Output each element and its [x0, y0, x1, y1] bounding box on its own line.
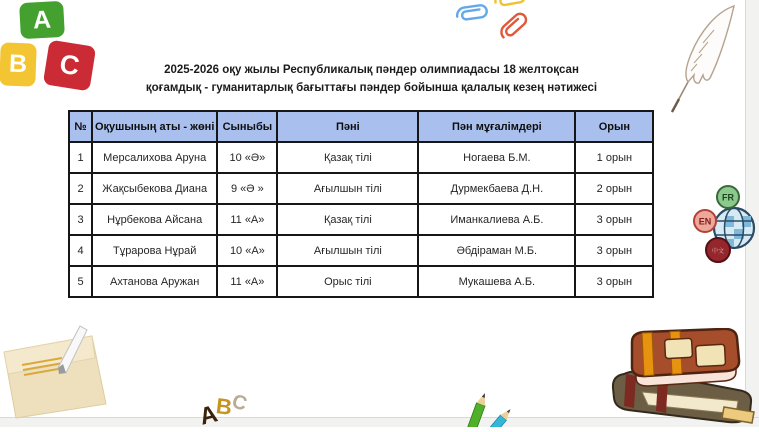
cell-subject: Орыс тілі [277, 266, 418, 297]
cell-teacher: Дурмекбаева Д.Н. [418, 173, 575, 204]
cell-student-name: Мерсалихова Аруна [92, 142, 217, 173]
results-table [68, 110, 654, 298]
cell-subject: Ағылшын тілі [277, 235, 418, 266]
col-header-teacher: Пән мұғалімдері [418, 111, 575, 142]
books-icon [608, 328, 758, 427]
badge-en-label: EN [698, 216, 712, 227]
green-pencil-icon [462, 392, 489, 427]
cell-place: 3 орын [575, 266, 653, 297]
abc-letter-b: B [214, 393, 234, 420]
cell-num: 1 [69, 142, 92, 173]
cell-student-name: Ахтанова Аружан [92, 266, 217, 297]
table-row [69, 173, 653, 204]
cell-student-name: Нұрбекова Айсана [92, 204, 217, 235]
block-b-icon [0, 42, 37, 86]
abc-letters-icon [196, 390, 258, 431]
cell-num: 2 [69, 173, 92, 204]
cell-place: 1 орын [575, 142, 653, 173]
page-title [68, 61, 675, 97]
cell-teacher: Ногаева Б.М. [418, 142, 575, 173]
paperclips-icon [446, 0, 552, 40]
block-b-letter: B [8, 49, 28, 79]
cell-class: 11 «А» [217, 204, 277, 235]
block-c-letter: C [57, 48, 82, 82]
cell-class: 11 «А» [217, 266, 277, 297]
parchment-note-icon [0, 324, 122, 422]
pencils-icon [440, 388, 518, 427]
table-row [69, 235, 653, 266]
cell-class: 10 «А» [217, 235, 277, 266]
cell-student-name: Тұрарова Нұрай [92, 235, 217, 266]
col-header-num: № [69, 111, 92, 142]
badge-cn-label: 中文 [711, 249, 725, 255]
col-header-class: Сыныбы [217, 111, 277, 142]
block-a-letter: A [32, 5, 52, 34]
abc-letter-c: C [229, 390, 250, 416]
cell-teacher: Әбдіраман М.Б. [418, 235, 575, 266]
cell-teacher: Иманкалиева А.Б. [418, 204, 575, 235]
cell-place: 3 орын [575, 204, 653, 235]
cell-subject: Қазақ тілі [277, 204, 418, 235]
page-title-line2: қоғамдық - гуманитарлық бағыттағы пәндер бойынша қалалық кезең нәтижесі [145, 82, 598, 94]
table-row [69, 204, 653, 235]
cell-num: 5 [69, 266, 92, 297]
cell-class: 9 «Ә » [217, 173, 277, 204]
table-row [69, 266, 653, 297]
cell-student-name: Жақсыбекова Диана [92, 173, 217, 204]
cell-subject: Ағылшын тілі [277, 173, 418, 204]
block-a-icon [19, 1, 65, 39]
cell-place: 3 орын [575, 235, 653, 266]
blue-pencil-icon [480, 407, 514, 427]
table-row [69, 142, 653, 173]
feather-icon [660, 0, 742, 118]
cell-subject: Қазақ тілі [277, 142, 418, 173]
cell-teacher: Мукашева А.Б. [418, 266, 575, 297]
cell-num: 4 [69, 235, 92, 266]
cell-num: 3 [69, 204, 92, 235]
cell-place: 2 орын [575, 173, 653, 204]
col-header-place: Орын [575, 111, 653, 142]
badge-fr-label: FR [722, 192, 734, 203]
page-title-line1: 2025-2026 оқу жылы Республикалық пәндер олимпиадасы 18 желтоқсан [164, 64, 579, 76]
col-header-student-name: Оқушының аты - жөні [92, 111, 217, 142]
languages-globe-icon [692, 184, 756, 270]
col-header-subject: Пәні [277, 111, 418, 142]
abc-letter-a: A [196, 400, 221, 431]
table-header-row [69, 111, 653, 142]
cell-class: 10 «Ә» [217, 142, 277, 173]
